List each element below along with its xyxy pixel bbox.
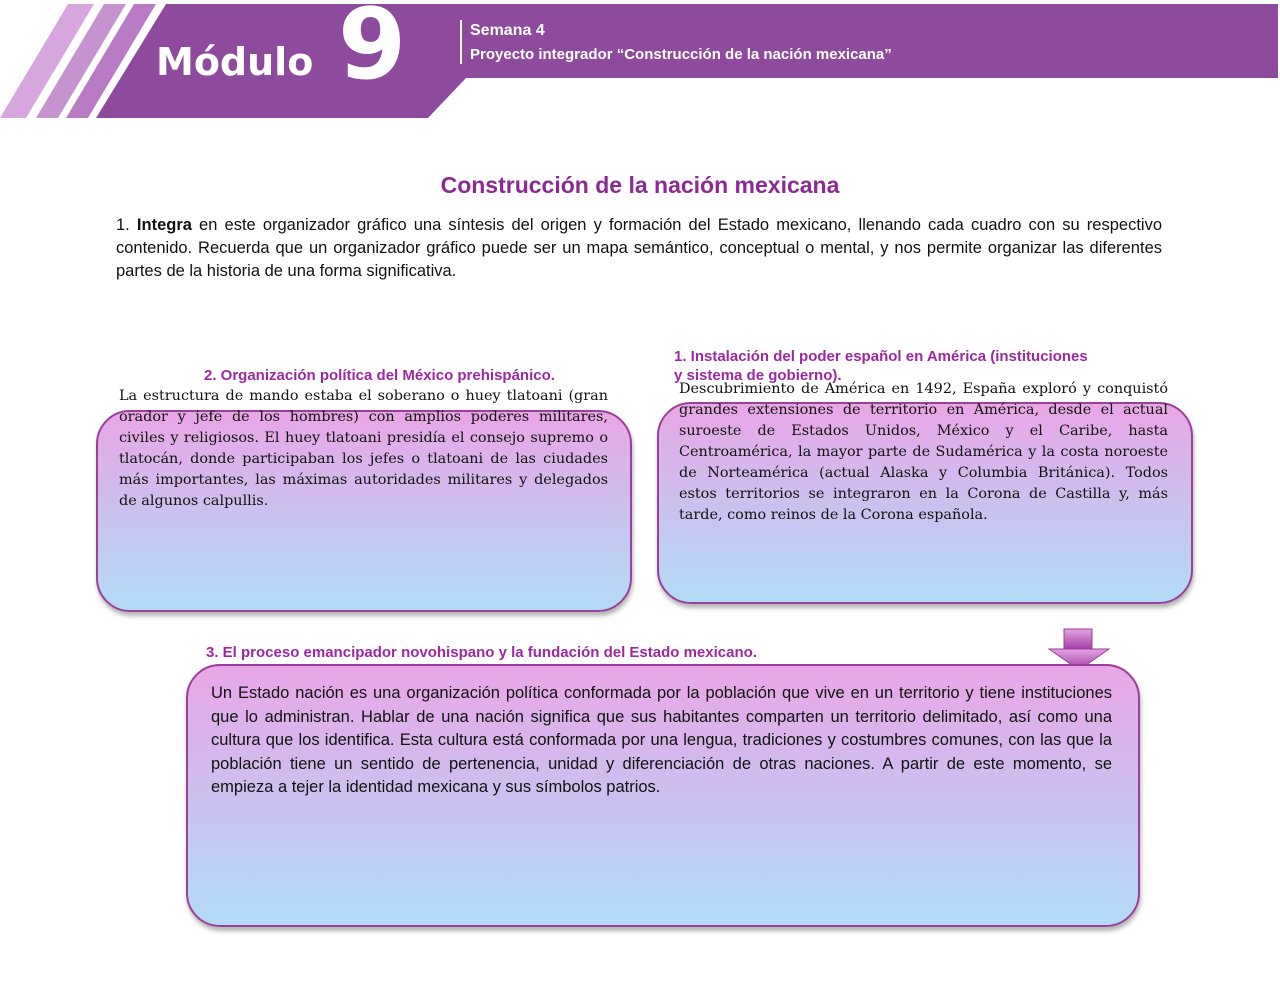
section-emancipation-content[interactable]: Un Estado nación es una organización política conformada por la población que vive en un territorio y tiene instituciones que lo administran. Hablar de una nación significa que sus habitantes comparten un territorio delimitado, así como una cultura que los identifica. Esta cultura está conformada por una lengua, tradiciones y costumbres comunes, con las que la población tiene un sentido de pertenencia, unidad y diferenciación de otras naciones. A partir de este momento, se empieza a tejer la identidad mexicana y sus símbolos patrios. (211, 684, 1112, 796)
instruction-keyword: Integra (136, 216, 192, 234)
project-label: Proyecto integrador “Construcción de la nación mexicana” (470, 46, 892, 63)
instructions-paragraph (116, 214, 1162, 283)
page-title: Construcción de la nación mexicana (440, 172, 840, 198)
header-divider (460, 20, 462, 64)
instruction-number: 1. (116, 216, 130, 234)
module-label: Módulo (156, 40, 314, 84)
module-number: 9 (338, 0, 407, 102)
section-spanish-power-content[interactable]: Descubrimiento de América en 1492, España exploró y conquistó grandes extensiones de territorio en América, desde el actual suroeste de Estados Unidos, México y el Caribe, hasta Centroamérica, la mayor parte de Sudamérica y la costa noroeste de Norteamérica (actual Alaska y Columbia Británica). Todos estos territorios se integraron en la Corona de Castilla y, más tarde, como reinos de la Corona española. (679, 381, 1168, 523)
section-emancipation-title: 3. El proceso emancipador novohispano y la fundación del Estado mexicano. (206, 644, 757, 661)
instruction-text: en este organizador gráfico una síntesis del origen y formación del Estado mexicano, llenando cada cuadro con su respectivo contenido. Recuerda que un organizador gráfico puede ser un mapa semántico, conceptual o mental, y nos permite organizar las diferentes partes de la historia de una forma significativa. (116, 216, 1163, 280)
module-header-banner (0, 0, 1280, 120)
section-prehispanic-content[interactable]: La estructura de mando estaba el soberano o huey tlatoani (gran orador y jefe de los hombres) con amplios poderes militares, civiles y religiosos. El huey tlatoani presidía el consejo supremo o tlatocán, donde participaban los jefes o tlatoani de las ciudades más importantes, las máximas autoridades militares y delegados de algunos calpullis. (119, 388, 608, 509)
section-spanish-power-title-line1: 1. Instalación del poder español en América (instituciones (674, 348, 1088, 365)
week-label: Semana 4 (470, 22, 545, 39)
section-spanish-power-title-line2: y sistema de gobierno). (674, 367, 842, 384)
section-prehispanic-title: 2. Organización política del México prehispánico. (204, 367, 555, 384)
